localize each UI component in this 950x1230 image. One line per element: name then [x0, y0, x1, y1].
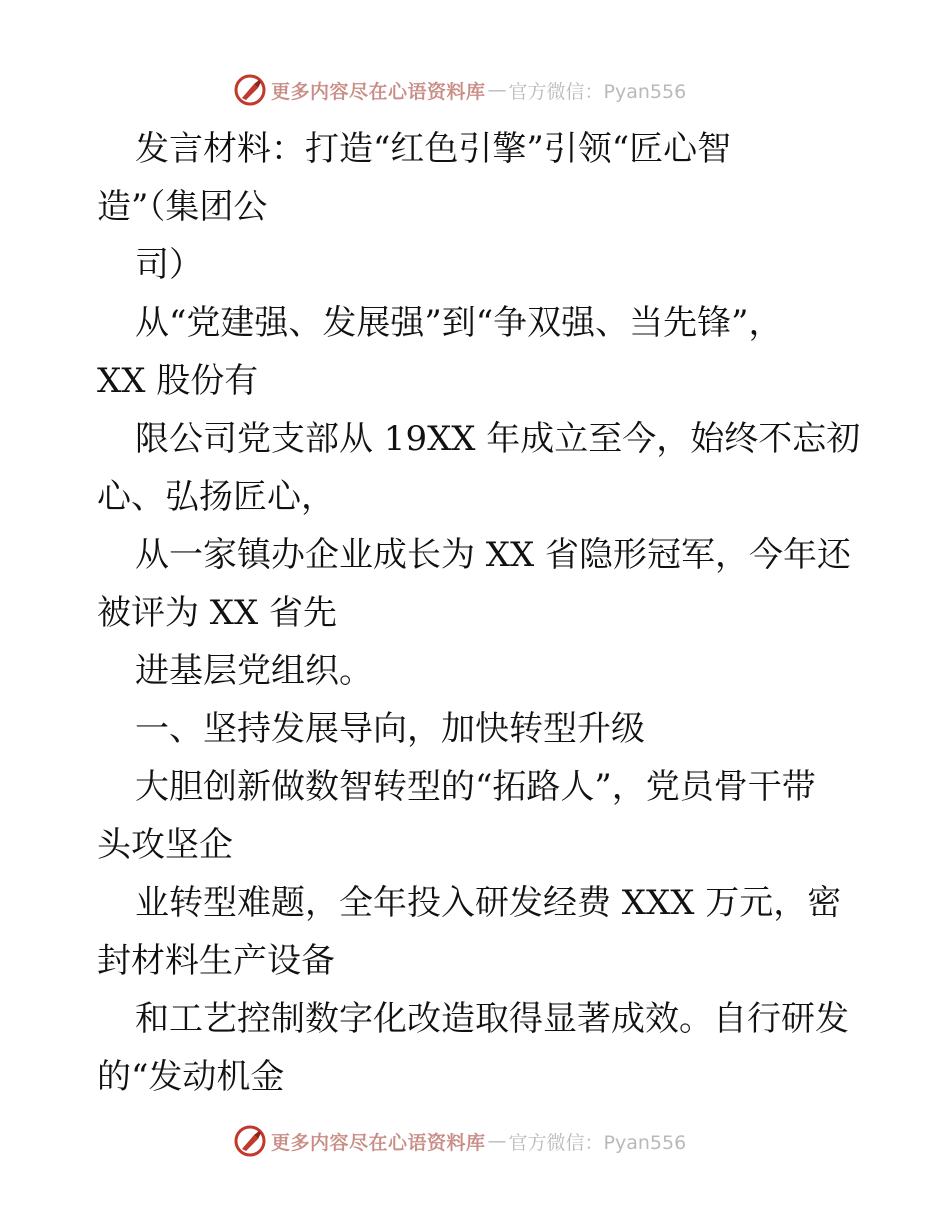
watermark-contact: 官方微信：Pyan556	[508, 1131, 687, 1154]
doc-line: 大胆创新做数智转型的“拓路人”，党员骨干带	[135, 767, 816, 807]
watermark-site-text: 更多内容尽在心语资料库	[271, 80, 486, 103]
pen-logo-icon	[233, 1124, 267, 1158]
watermark-dash: —	[487, 79, 507, 101]
doc-line: 的“发动机金	[97, 1057, 285, 1097]
doc-line-title-1: 发言材料：打造“红色引擎”引领“匠心智	[135, 129, 732, 169]
document-body	[97, 120, 861, 1106]
watermark-site-text: 更多内容尽在心语资料库	[271, 1131, 486, 1154]
doc-line: 和工艺控制数字化改造取得显著成效。自行研发	[135, 999, 849, 1039]
header-watermark	[233, 70, 713, 110]
doc-line: 进基层党组织。	[135, 651, 373, 691]
doc-line: 被评为 XX 省先	[97, 593, 338, 633]
doc-line: XX 股份有	[97, 361, 259, 401]
doc-line: 业转型难题，全年投入研发经费 XXX 万元，密	[135, 883, 842, 923]
doc-line-title-3: 司）	[135, 245, 203, 285]
doc-line: 限公司党支部从 19XX 年成立至今，始终不忘初	[135, 419, 861, 459]
doc-line: 心、弘扬匠心，	[97, 477, 335, 517]
doc-line: 头攻坚企	[97, 825, 233, 865]
doc-line: 从一家镇办企业成长为 XX 省隐形冠军，今年还	[135, 535, 852, 575]
doc-line: 从“党建强、发展强”到“争双强、当先锋”，	[135, 303, 783, 343]
section-heading: 一、坚持发展导向，加快转型升级	[135, 709, 645, 749]
doc-line-title-2: 造”（集团公	[97, 187, 268, 227]
footer-watermark	[233, 1121, 713, 1161]
pen-logo-icon	[233, 73, 267, 107]
doc-line: 封材料生产设备	[97, 941, 335, 981]
watermark-dash: —	[487, 1130, 507, 1152]
watermark-contact: 官方微信：Pyan556	[508, 80, 687, 103]
